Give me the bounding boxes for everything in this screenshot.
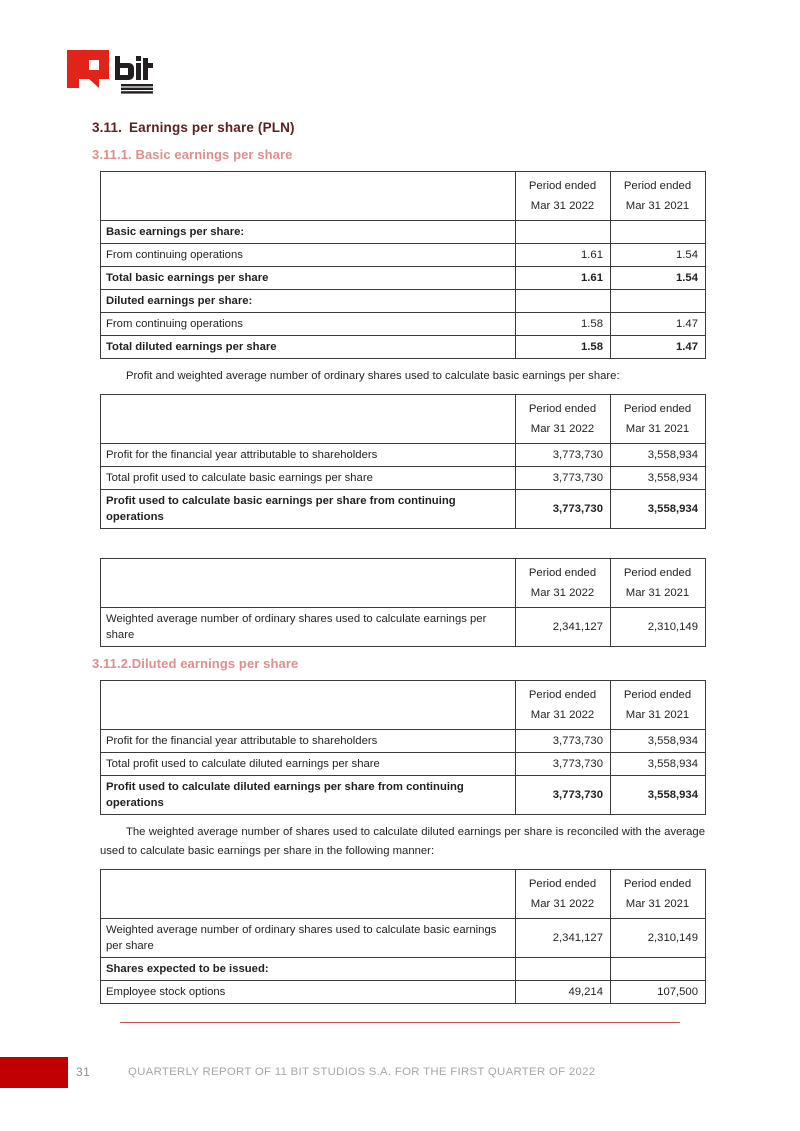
subsection-heading-diluted	[92, 654, 705, 673]
row-value-2021: 1.47	[611, 313, 706, 336]
table-row	[101, 775, 706, 814]
header-cell-period-2021: Period ended Mar 31 2021	[611, 558, 706, 607]
row-value-2021: 1.54	[611, 244, 706, 267]
row-label: Employee stock options	[101, 980, 516, 1003]
page-number: 31	[76, 1065, 91, 1079]
table-diluted-shares	[100, 869, 706, 1004]
subsection-number: 3.11.2.	[92, 655, 132, 671]
row-value-2022	[516, 221, 611, 244]
row-label: Profit for the financial year attributable to shareholders	[101, 443, 516, 466]
row-label: Shares expected to be issued:	[101, 957, 516, 980]
row-value-2022: 49,214	[516, 980, 611, 1003]
row-value-2022: 3,773,730	[516, 443, 611, 466]
table-spacer	[100, 529, 705, 558]
table-row	[101, 729, 706, 752]
table-row	[101, 336, 706, 359]
header-cell-label	[101, 558, 516, 607]
row-label: Diluted earnings per share:	[101, 290, 516, 313]
table-row	[101, 980, 706, 1003]
table-row	[101, 466, 706, 489]
row-value-2021: 3,558,934	[611, 443, 706, 466]
row-value-2022: 3,773,730	[516, 775, 611, 814]
row-label: Basic earnings per share:	[101, 221, 516, 244]
table-header-row	[101, 558, 706, 607]
header-cell-period-2022: Period ended Mar 31 2022	[516, 680, 611, 729]
row-value-2021	[611, 221, 706, 244]
row-label: Profit used to calculate diluted earnings per share from continuing operations	[101, 775, 516, 814]
paragraph-diluted-intro: The weighted average number of shares used to calculate diluted earnings per share is reconciled with the average used to calculate basic earnings per share in the following manner:	[100, 825, 705, 857]
row-value-2021: 2,310,149	[611, 607, 706, 646]
row-label: Profit for the financial year attributable to shareholders	[101, 729, 516, 752]
row-value-2021: 3,558,934	[611, 775, 706, 814]
row-label: From continuing operations	[101, 244, 516, 267]
header-cell-period-2022: Period ended Mar 31 2022	[516, 869, 611, 918]
row-value-2021: 3,558,934	[611, 489, 706, 528]
row-value-2021: 2,310,149	[611, 918, 706, 957]
table-row	[101, 221, 706, 244]
row-label: Profit used to calculate basic earnings per share from continuing operations	[101, 489, 516, 528]
header-cell-period-2021: Period ended Mar 31 2021	[611, 394, 706, 443]
row-label: Total profit used to calculate basic earnings per share	[101, 466, 516, 489]
row-value-2022: 2,341,127	[516, 607, 611, 646]
table-row	[101, 607, 706, 646]
header-cell-label	[101, 680, 516, 729]
header-cell-period-2022: Period ended Mar 31 2022	[516, 558, 611, 607]
header-cell-period-2021: Period ended Mar 31 2021	[611, 172, 706, 221]
row-value-2022: 1.58	[516, 336, 611, 359]
header-cell-label	[101, 172, 516, 221]
row-value-2021: 3,558,934	[611, 466, 706, 489]
row-value-2021: 3,558,934	[611, 752, 706, 775]
table-row	[101, 752, 706, 775]
table-diluted-profit	[100, 680, 706, 815]
subsection-heading-basic	[92, 145, 705, 164]
table-basic-shares	[100, 558, 706, 647]
table-row	[101, 957, 706, 980]
row-value-2022: 3,773,730	[516, 752, 611, 775]
section-number: 3.11.	[92, 120, 123, 135]
row-label: Weighted average number of ordinary shares used to calculate earnings per share	[101, 607, 516, 646]
table-row	[101, 313, 706, 336]
subsection-title: Diluted earnings per share	[131, 655, 299, 671]
table-row	[101, 267, 706, 290]
table-row	[101, 443, 706, 466]
section-title: Earnings per share (PLN)	[129, 120, 295, 135]
table-row	[101, 244, 706, 267]
header-cell-period-2022: Period ended Mar 31 2022	[516, 172, 611, 221]
table-header-row	[101, 172, 706, 221]
paragraph-basic-intro: Profit and weighted average number of ordinary shares used to calculate basic earnings per share:	[126, 370, 620, 382]
header-cell-period-2021: Period ended Mar 31 2021	[611, 680, 706, 729]
table-header-row	[101, 680, 706, 729]
row-value-2022: 2,341,127	[516, 918, 611, 957]
subsection-title: Basic earnings per share	[135, 147, 293, 162]
table-header-row	[101, 394, 706, 443]
table-eps-summary	[100, 171, 706, 359]
page-content	[92, 118, 705, 1004]
row-value-2022	[516, 290, 611, 313]
header-cell-period-2022: Period ended Mar 31 2022	[516, 394, 611, 443]
row-label: Weighted average number of ordinary shares used to calculate basic earnings per share	[101, 918, 516, 957]
row-value-2021: 107,500	[611, 980, 706, 1003]
row-value-2022: 3,773,730	[516, 729, 611, 752]
row-value-2021: 1.47	[611, 336, 706, 359]
row-value-2021: 3,558,934	[611, 729, 706, 752]
row-label: Total basic earnings per share	[101, 267, 516, 290]
row-value-2022: 3,773,730	[516, 489, 611, 528]
row-value-2022: 1.58	[516, 313, 611, 336]
row-value-2022	[516, 957, 611, 980]
table-basic-profit	[100, 394, 706, 529]
row-value-2022: 1.61	[516, 267, 611, 290]
row-value-2021	[611, 290, 706, 313]
row-value-2021	[611, 957, 706, 980]
footer-divider	[120, 1022, 680, 1023]
row-label: Total profit used to calculate diluted earnings per share	[101, 752, 516, 775]
row-label: From continuing operations	[101, 313, 516, 336]
footer-report-title: QUARTERLY REPORT OF 11 BIT STUDIOS S.A. FOR THE FIRST QUARTER OF 2022	[128, 1066, 596, 1078]
header-cell-label	[101, 869, 516, 918]
logo-mark-icon	[65, 48, 155, 98]
row-value-2021: 1.54	[611, 267, 706, 290]
header-cell-period-2021: Period ended Mar 31 2021	[611, 869, 706, 918]
row-value-2022: 1.61	[516, 244, 611, 267]
table-header-row	[101, 869, 706, 918]
header-cell-label	[101, 394, 516, 443]
table-row	[101, 918, 706, 957]
row-value-2022: 3,773,730	[516, 466, 611, 489]
row-label: Total diluted earnings per share	[101, 336, 516, 359]
table-row	[101, 489, 706, 528]
table-row	[101, 290, 706, 313]
footer-accent-block	[0, 1057, 68, 1088]
company-logo	[65, 48, 155, 98]
section-heading	[92, 118, 705, 138]
subsection-number: 3.11.1.	[92, 147, 132, 162]
